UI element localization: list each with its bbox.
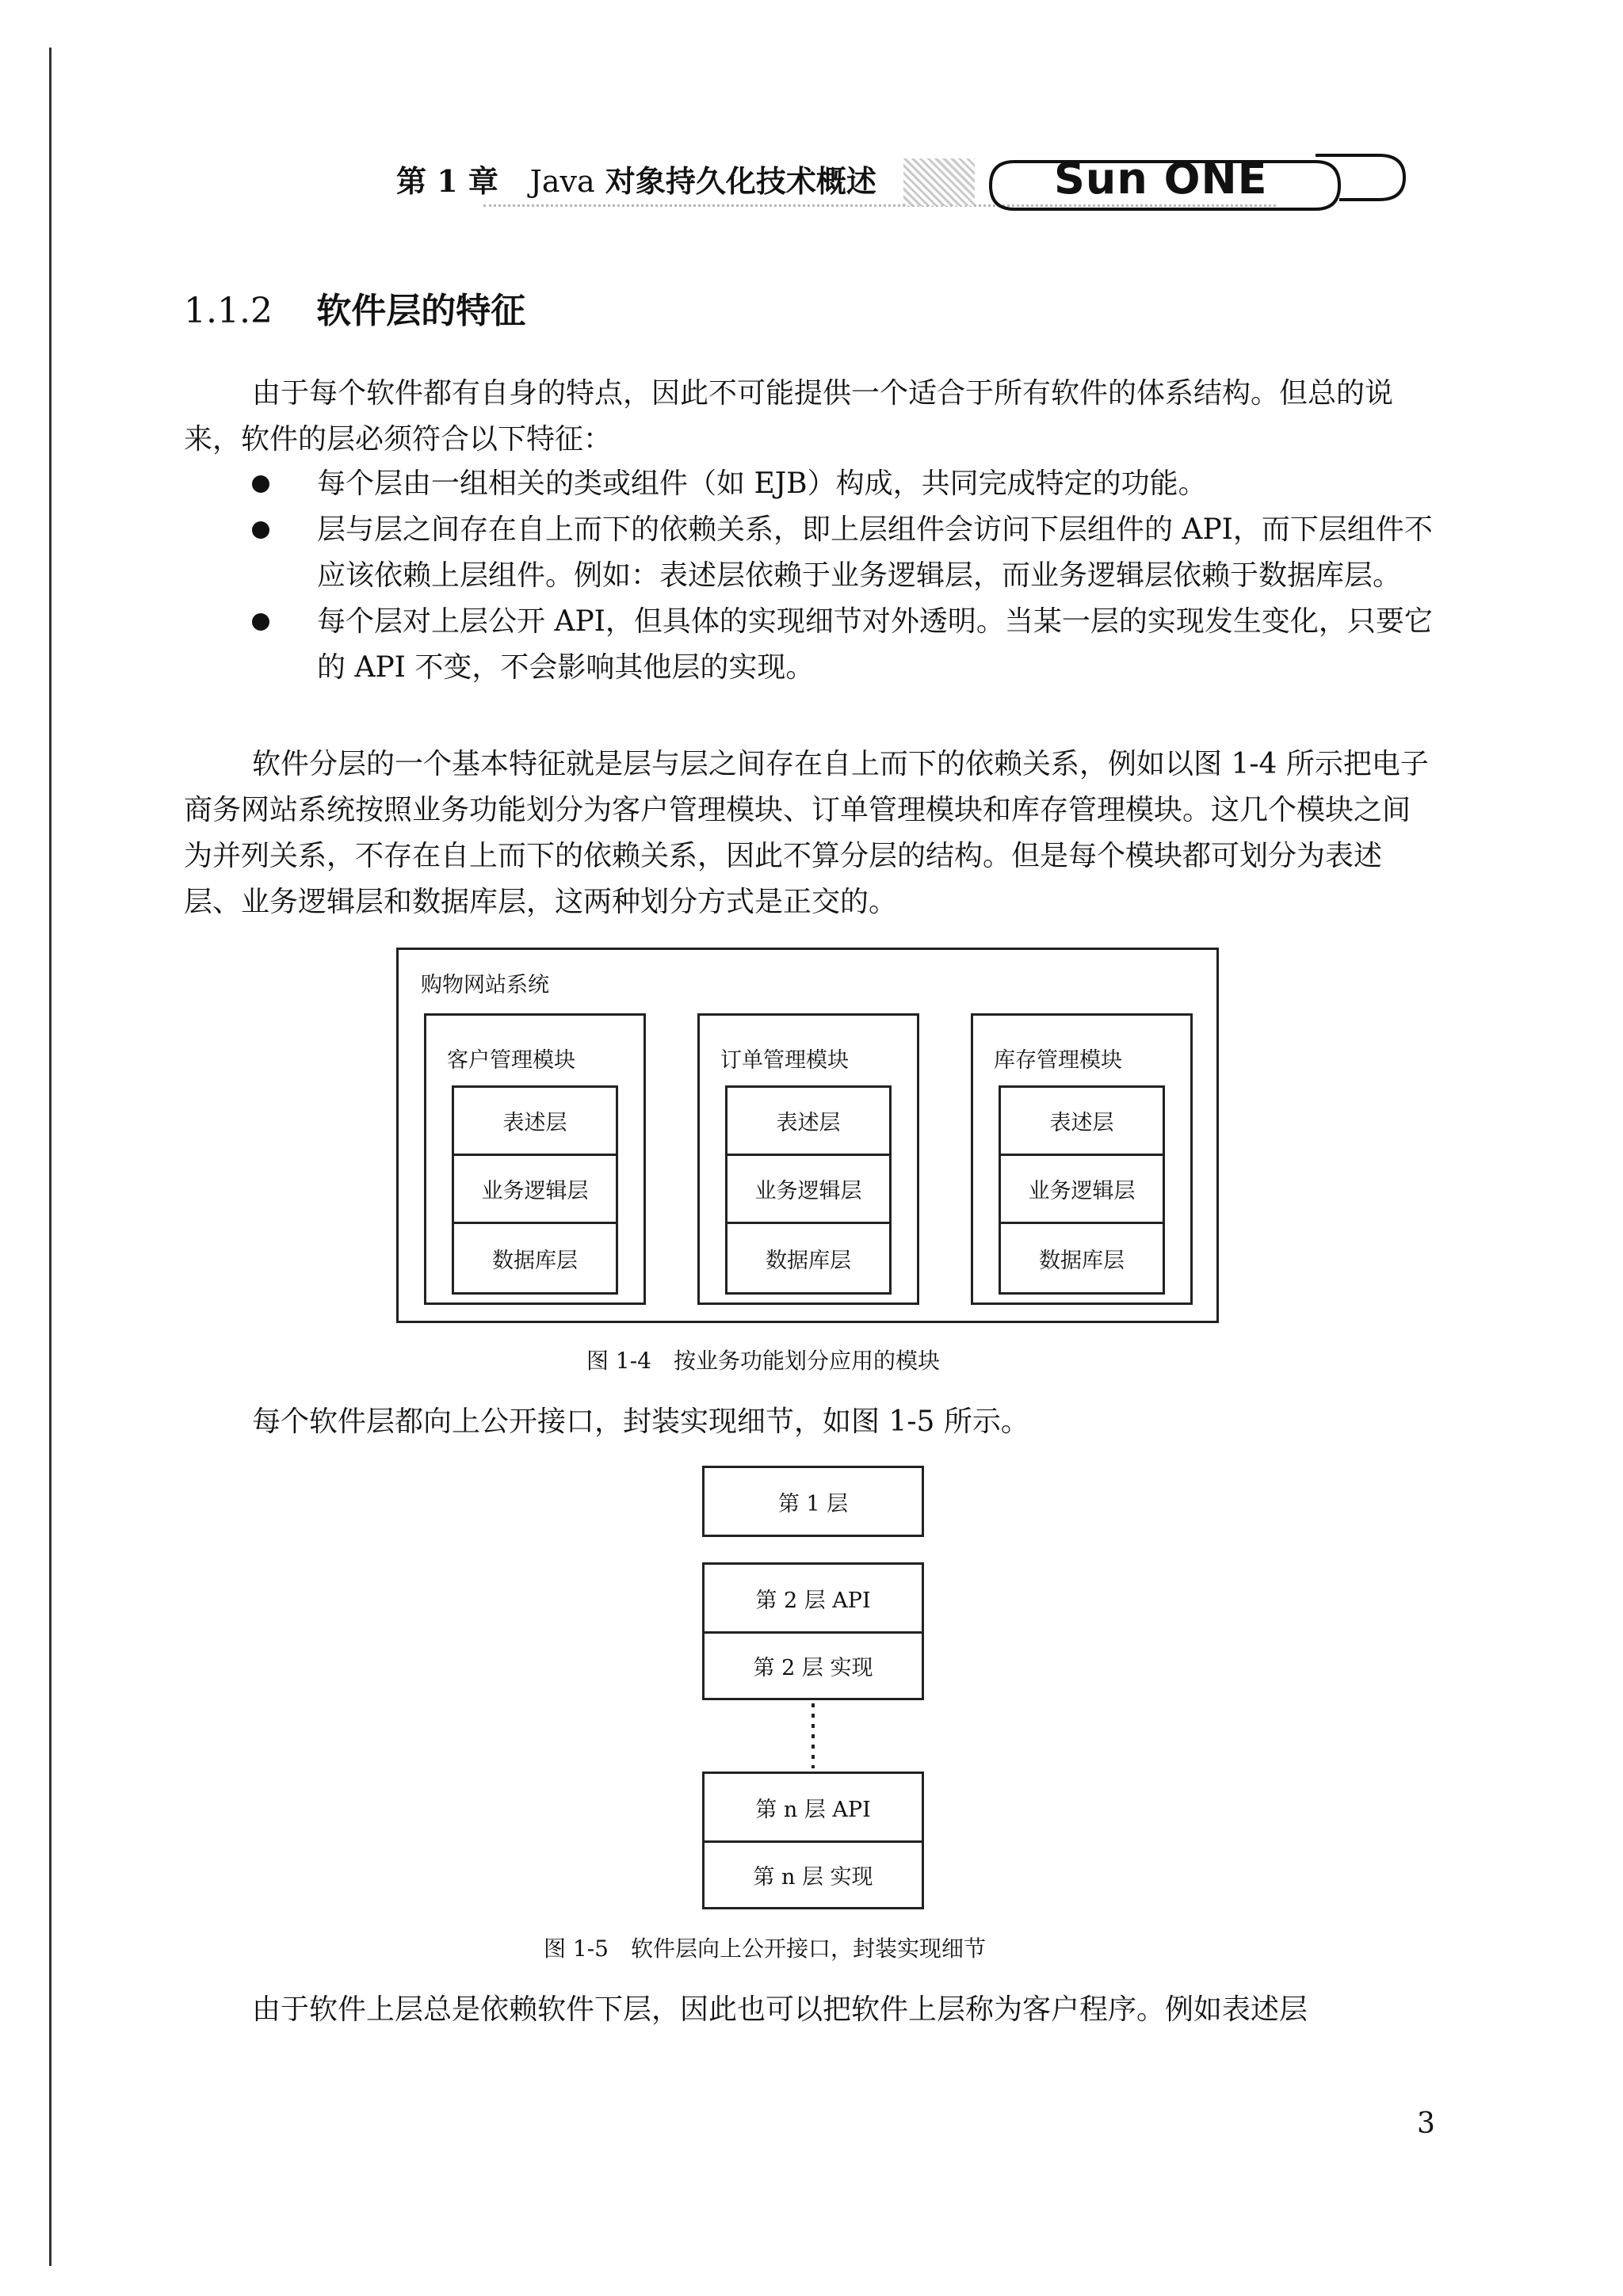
bullet-item	[184, 599, 1436, 691]
chapter-title-java: Java	[529, 164, 595, 199]
system-title: 购物网站系统	[421, 973, 549, 997]
layer-2-api: 第 2 层 API	[755, 1588, 871, 1613]
layer-business-logic: 业务逻辑层	[1001, 1156, 1163, 1224]
layer-1-label: 第 1 层	[777, 1491, 849, 1516]
logo-text: Sun ONE	[1054, 154, 1268, 204]
module-title: 客户管理模块	[447, 1048, 575, 1073]
layer-stack	[999, 1085, 1165, 1295]
layer-presentation: 表述层	[1001, 1088, 1163, 1156]
bullet-item	[184, 461, 1436, 507]
module-title: 库存管理模块	[994, 1048, 1122, 1073]
chapter-label	[396, 157, 876, 200]
running-header	[396, 151, 1442, 222]
page-number: 3	[1417, 2107, 1435, 2140]
paragraph-intro: 由于每个软件都有自身的特点，因此不可能提供一个适合于所有软件的体系结构。但总的说来，软件的层必须符合以下特征：	[184, 377, 1394, 456]
section-number: 1.1.2	[184, 291, 273, 331]
page-spine-line	[49, 48, 52, 2266]
layer-business-logic: 业务逻辑层	[727, 1156, 889, 1224]
layer-stack	[725, 1085, 892, 1295]
module-inventory	[971, 1013, 1193, 1305]
module-customer	[424, 1013, 646, 1305]
figure-1-5-caption: 图 1-5 软件层向上公开接口，封装实现细节	[544, 1936, 986, 1962]
bullet-text: 每个层由一组相关的类或组件（如 EJB）构成，共同完成特定的功能。	[317, 467, 1207, 500]
section-title: 软件层的特征	[316, 291, 526, 331]
section-heading	[184, 282, 525, 333]
figure-1-4-diagram	[396, 948, 1219, 1323]
sun-one-logo	[967, 151, 1411, 214]
layer-2-impl: 第 2 层 实现	[705, 1631, 922, 1698]
paragraph-layer-feature: 软件分层的一个基本特征就是层与层之间存在自上而下的依赖关系，例如以图 1-4 所示把电子商务网站系统按照业务功能划分为客户管理模块、订单管理模块和库存管理模块。这几个模块之间为并列关系，不存在自上而下的依赖关系，因此不算分层的结构。但是每个模块都可划分为表述层、业务逻辑层和数据库层，这两种划分方式是正交的。	[184, 748, 1429, 918]
feature-bullet-list	[184, 461, 1436, 691]
layer-presentation: 表述层	[727, 1088, 889, 1156]
bullet-dot-icon	[252, 475, 269, 493]
layer-n-impl: 第 n 层 实现	[705, 1840, 922, 1907]
paragraph-interface: 每个软件层都向上公开接口，封装实现细节，如图 1-5 所示。	[252, 1405, 1029, 1438]
layer-presentation: 表述层	[454, 1088, 616, 1156]
layer-database: 数据库层	[766, 1248, 851, 1273]
figure-1-5-layer-n	[702, 1772, 924, 1909]
layer-stack	[452, 1085, 618, 1295]
paragraph-client: 由于软件上层总是依赖软件下层，因此也可以把软件上层称为客户程序。例如表述层	[252, 1993, 1308, 2026]
bullet-dot-icon	[252, 613, 269, 631]
layer-database: 数据库层	[492, 1248, 578, 1273]
chapter-prefix: 第 1 章	[396, 163, 498, 199]
module-order	[697, 1013, 919, 1305]
bullet-item	[184, 507, 1436, 599]
layer-database: 数据库层	[1039, 1248, 1125, 1273]
header-shade-pattern	[903, 158, 975, 206]
bullet-dot-icon	[252, 521, 269, 539]
bullet-text: 层与层之间存在自上而下的依赖关系，即上层组件会访问下层组件的 API，而下层组件不应该依赖上层组件。例如：表述层依赖于业务逻辑层，而业务逻辑层依赖于数据库层。	[317, 513, 1433, 592]
figure-1-5-layer-2	[702, 1562, 924, 1700]
ellipsis-dotted-line	[812, 1703, 815, 1768]
figure-1-4-caption: 图 1-4 按业务功能划分应用的模块	[586, 1348, 940, 1374]
module-title: 订单管理模块	[720, 1048, 849, 1073]
bullet-text: 每个层对上层公开 API，但具体的实现细节对外透明。当某一层的实现发生变化，只要它的 API 不变，不会影响其他层的实现。	[317, 605, 1433, 684]
figure-1-5-layer-1	[702, 1466, 924, 1537]
layer-business-logic: 业务逻辑层	[454, 1156, 616, 1224]
chapter-title-rest: 对象持久化技术概述	[605, 163, 876, 199]
layer-n-api: 第 n 层 API	[755, 1797, 871, 1822]
